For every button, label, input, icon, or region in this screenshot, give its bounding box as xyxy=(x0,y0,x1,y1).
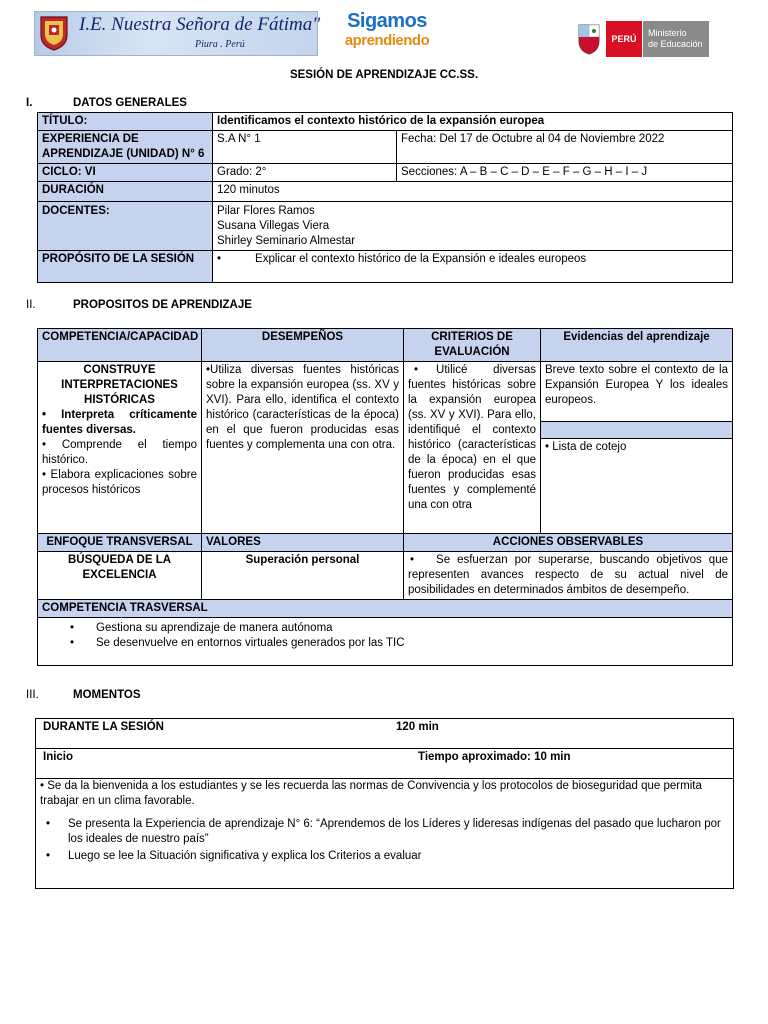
comp-trasversal-item: • Gestiona su aprendizaje de manera autónoma xyxy=(70,622,333,634)
evidencia-text: Breve texto sobre el contexto de la Expansión Europea Y los ideales europeos. xyxy=(541,362,733,422)
accion-cell xyxy=(404,552,733,600)
docente-item: Pilar Flores Ramos xyxy=(217,205,315,217)
ministry-line2: de Educación xyxy=(648,39,703,49)
comp-trasversal-label: COMPETENCIA TRASVERSAL xyxy=(38,600,733,618)
experiencia-value: S.A N° 1 xyxy=(213,131,397,164)
docente-item: Shirley Seminario Almestar xyxy=(217,235,356,247)
general-data-table xyxy=(37,112,733,283)
docentes-label: DOCENTES: xyxy=(38,202,213,251)
col-competencia: COMPETENCIA/CAPACIDAD xyxy=(38,329,202,362)
titulo-value: Identificamos el contexto histórico de la expansión europea xyxy=(213,113,733,131)
valores-label: VALORES xyxy=(202,534,404,552)
capacidad-item: • Comprende el tiempo histórico. xyxy=(42,439,197,466)
durante-time: 120 min xyxy=(396,721,439,733)
valor-value: Superación personal xyxy=(202,552,404,600)
section-2-title: PROPOSITOS DE APRENDIZAJE xyxy=(73,299,252,311)
criterio-text: Utilicé diversas fuentes históricas sobre la expansión europea (ss. XV y XVI). Para ello, identifiqué el contexto histórico (características de la época) en el que fueron producidas esas fuentes y complementé una con otra xyxy=(408,364,536,511)
school-banner xyxy=(34,11,321,56)
section-3-title: MOMENTOS xyxy=(73,689,141,701)
durante-label: DURANTE LA SESIÓN xyxy=(43,721,164,733)
titulo-label: TÍTULO: xyxy=(38,113,213,131)
capacidad-item: • Elabora explicaciones sobre procesos históricos xyxy=(42,469,197,496)
inicio-time: Tiempo aproximado: 10 min xyxy=(418,751,571,763)
section-1-number: I. xyxy=(26,97,33,109)
proposito-value: Explicar el contexto histórico de la Expansión e ideales europeos xyxy=(255,253,587,265)
col-criterios: CRITERIOS DE EVALUACIÓN xyxy=(404,329,541,362)
accion-bullet: • xyxy=(410,554,415,566)
peru-crest-icon xyxy=(577,21,601,55)
section-3-number: III. xyxy=(26,689,39,701)
inicio-label: Inicio xyxy=(43,751,74,763)
school-crest-icon xyxy=(39,15,69,51)
fecha-value: Fecha: Del 17 de Octubre al 04 de Noviembre 2022 xyxy=(397,131,733,164)
learning-purposes-table xyxy=(37,328,733,666)
document-title: SESIÓN DE APRENDIZAJE CC.SS. xyxy=(289,69,479,81)
enfoque-label: ENFOQUE TRANSVERSAL xyxy=(38,534,202,552)
activity-item: • Se presenta la Experiencia de aprendizaje N° 6: “Aprendemos de los Líderes y lideresas indígenas del pasado que lucharon por los ideales de nuestro país” xyxy=(46,818,721,845)
comp-trasversal-list xyxy=(38,618,733,666)
acciones-label: ACCIONES OBSERVABLES xyxy=(404,534,733,552)
grado-value: Grado: 2° xyxy=(213,164,397,182)
minedu-logo xyxy=(577,19,732,59)
criterio-bullet: • xyxy=(414,364,419,376)
school-location: Piura . Perú xyxy=(195,39,245,50)
col-desempenos: DESEMPEÑOS xyxy=(202,329,404,362)
ministry-block xyxy=(643,21,709,57)
docentes-list xyxy=(213,202,733,251)
accion-text: Se esfuerzan por superarse, buscando objetivos que representen avances respecto de su actual nivel de posibilidades en determinados ámbitos de desempeño. xyxy=(408,554,728,596)
criterio-cell xyxy=(404,362,541,534)
experiencia-label: EXPERIENCIA DE APRENDIZAJE (UNIDAD) N° 6 xyxy=(38,131,213,164)
ciclo-label: CICLO: VI xyxy=(38,164,213,182)
program-logo xyxy=(342,10,432,56)
duracion-label: DURACIÓN xyxy=(38,182,213,202)
durante-row xyxy=(36,719,734,749)
proposito-bullet: • xyxy=(217,253,222,265)
activity-item: • Se da la bienvenida a los estudiantes y se les recuerda las normas de Convivencia y los protocolos de bioseguridad que permita trabajar en un clima favorable. xyxy=(40,780,702,807)
program-logo-line1: Sigamos xyxy=(347,10,427,32)
docente-item: Susana Villegas Viera xyxy=(217,220,330,232)
col-evidencias: Evidencias del aprendizaje xyxy=(541,329,733,362)
section-1-title: DATOS GENERALES xyxy=(73,97,187,109)
program-logo-line2: aprendiendo xyxy=(344,32,430,49)
inicio-activities xyxy=(36,779,734,889)
competencia-cell xyxy=(38,362,202,534)
evidencia-spacer xyxy=(541,422,733,439)
secciones-value: Secciones: A – B – C – D – E – F – G – H – I – J xyxy=(397,164,733,182)
duracion-value: 120 minutos xyxy=(213,182,733,202)
proposito-cell xyxy=(213,251,733,283)
activity-item: • Luego se lee la Situación significativa y explica los Criterios a evaluar xyxy=(46,850,422,862)
proposito-label: PROPÓSITO DE LA SESIÓN xyxy=(38,251,213,283)
ministry-line1: Ministerio xyxy=(648,28,687,38)
capacidad-item: • Interpreta críticamente fuentes diversas. xyxy=(42,409,197,436)
desempeno-cell: •Utiliza diversas fuentes históricas sobre la expansión europea (ss. XV y XVI). Para ello, identifica el contexto histórico (características de la época) en el que fueron producidas esas fuentes y complementa una con otra. xyxy=(202,362,404,534)
inicio-row xyxy=(36,749,734,779)
school-name: I.E. Nuestra Señora de Fátima" xyxy=(79,14,321,35)
competencia-title: CONSTRUYE INTERPRETACIONES HISTÓRICAS xyxy=(61,364,178,406)
comp-trasversal-item: • Se desenvuelve en entornos virtuales generados por las TIC xyxy=(70,637,405,649)
evidencia-instrument: • Lista de cotejo xyxy=(541,439,733,534)
section-2-number: II. xyxy=(26,299,36,311)
enfoque-value: BÚSQUEDA DE LA EXCELENCIA xyxy=(38,552,202,600)
moments-table xyxy=(35,718,734,889)
peru-label: PERÚ xyxy=(606,21,642,57)
